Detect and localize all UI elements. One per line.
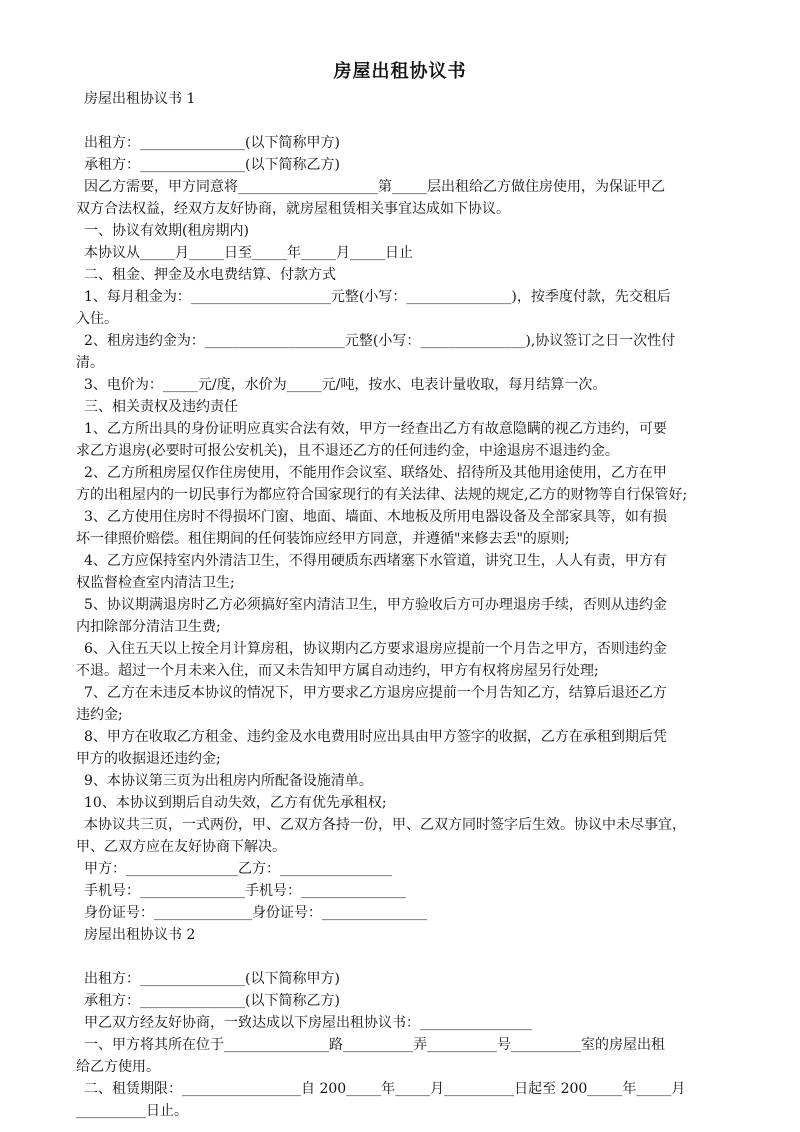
paragraph-line: 甲方的收据退还违约金; bbox=[76, 751, 221, 767]
clause-heading: 三、相关责权及违约责任 bbox=[84, 399, 238, 415]
paragraph-line: 2、租房违约金为：____________________元整(小写：_______________),协议签订之日一次性付 bbox=[84, 333, 676, 349]
paragraph-line: 本协议共三页，一式两份，甲、乙双方各持一份，甲、乙双方同时签字后生效。协议中未尽事宜， bbox=[84, 817, 686, 833]
paragraph-line: 二、租赁期限：_________________自 200_____年_____月__________日起至 200_____年_____月 bbox=[84, 1081, 686, 1097]
paragraph-line: 因乙方需要，甲方同意将____________________第_____层出租给乙方做住房使用，为保证甲乙 bbox=[84, 179, 665, 195]
paragraph-line: 甲乙双方经友好协商，一致达成以下房屋出租协议书：________________ bbox=[84, 1015, 532, 1031]
paragraph-line: 7、乙方在未违反本协议的情况下，甲方要求乙方退房应提前一个月告知乙方，结算后退还乙方 bbox=[84, 685, 667, 701]
paragraph-line: 3、乙方使用住房时不得损坏门窗、地面、墙面、木地板及所用电器设备及全部家具等，如有损 bbox=[84, 509, 667, 525]
clause-heading: 二、租金、押金及水电费结算、付款方式 bbox=[84, 267, 336, 283]
section-heading-1: 房屋出租协议书 1 bbox=[84, 91, 196, 107]
paragraph-line: 甲、乙双方应在友好协商下解决。 bbox=[76, 839, 286, 855]
blank-line bbox=[80, 110, 752, 132]
paragraph-line: 内扣除部分清洁卫生费; bbox=[76, 619, 221, 635]
paragraph-line: 9、本协议第三页为出租房内所配备设施清单。 bbox=[84, 773, 373, 789]
paragraph-line: 2、乙方所租房屋仅作住房使用，不能用作会议室、联络处、招待所及其他用途使用，乙方在甲 bbox=[84, 465, 667, 481]
paragraph-line: 6、入住五天以上按全月计算房租，协议期内乙方要求退房应提前一个月告之甲方，否则违约金 bbox=[84, 641, 667, 657]
paragraph-line: 权监督检查室内清洁卫生; bbox=[76, 575, 235, 591]
paragraph-line: 求乙方退房(必要时可报公安机关)，且不退还乙方的任何违约金，中途退房不退违约金。 bbox=[76, 443, 619, 459]
paragraph-line: 4、乙方应保持室内外清洁卫生，不得用硬质东西堵塞下水管道，讲究卫生，人人有责，甲方有 bbox=[84, 553, 667, 569]
paragraph-line: 本协议从_____月_____日至_____年_____月_____日止 bbox=[84, 245, 413, 261]
paragraph-line: 坏一律照价赔偿。租住期间的任何装饰应经甲方同意，并遵循"来修去丢"的原则; bbox=[76, 531, 570, 547]
paragraph-line: 清。 bbox=[76, 355, 104, 371]
paragraph-line: 给乙方使用。 bbox=[76, 1059, 160, 1075]
paragraph-line: 入住。 bbox=[76, 311, 118, 327]
blank-line bbox=[80, 946, 752, 968]
paragraph-line: 8、甲方在收取乙方租金、违约金及水电费用时应出具由甲方签字的收据，乙方在承租到期后凭 bbox=[84, 729, 667, 745]
paragraph-line: 双方合法权益，经双方友好协商，就房屋租赁相关事宜达成如下协议。 bbox=[76, 201, 510, 217]
paragraph-line: 方的出租屋内的一切民事行为都应符合国家现行的有关法律、法规的规定,乙方的财物等自行保管好; bbox=[76, 487, 688, 503]
id-number-line: 身份证号：______________身份证号：_______________ bbox=[84, 905, 427, 921]
paragraph-line: 不退。超过一个月未来入住，而又未告知甲方属自动违约，甲方有权将房屋另行处理; bbox=[76, 663, 599, 679]
lessor-line: 出租方：_______________(以下简称甲方) bbox=[84, 135, 340, 151]
lessor-line: 出租方：_______________(以下简称甲方) bbox=[84, 971, 340, 987]
lessee-line: 承租方：_______________(以下简称乙方) bbox=[84, 157, 340, 173]
phone-line: 手机号：_______________手机号：_______________ bbox=[84, 883, 406, 899]
paragraph-line: 违约金; bbox=[76, 707, 123, 723]
document-title: 房屋出租协议书 bbox=[333, 61, 467, 82]
paragraph-line: __________日止。 bbox=[76, 1103, 188, 1119]
paragraph-line: 1、每月租金为：____________________元整(小写：_______________)，按季度付款，先交租后 bbox=[84, 289, 671, 305]
paragraph-line: 1、乙方所出具的身份证明应真实合法有效，甲方一经查出乙方有故意隐瞒的视乙方违约，可要 bbox=[84, 421, 667, 437]
document-body bbox=[76, 88, 752, 1122]
paragraph-line: 10、本协议到期后自动失效，乙方有优先承租权; bbox=[84, 795, 387, 811]
paragraph-line: 5、协议期满退房时乙方必须搞好室内清洁卫生，甲方验收后方可办理退房手续，否则从违约金 bbox=[84, 597, 667, 613]
clause-heading: 一、协议有效期(租房期内) bbox=[84, 223, 249, 239]
signature-line: 甲方：________________乙方：________________ bbox=[84, 861, 392, 877]
section-heading-2: 房屋出租协议书 2 bbox=[84, 927, 196, 943]
lessee-line: 承租方：_______________(以下简称乙方) bbox=[84, 993, 340, 1009]
paragraph-line: 一、甲方将其所在位于_______________路__________弄__________号__________室的房屋出租 bbox=[84, 1037, 665, 1053]
paragraph-line: 3、电价为：_____元/度，水价为_____元/吨，按水、电表计量收取，每月结算一次。 bbox=[84, 377, 607, 393]
